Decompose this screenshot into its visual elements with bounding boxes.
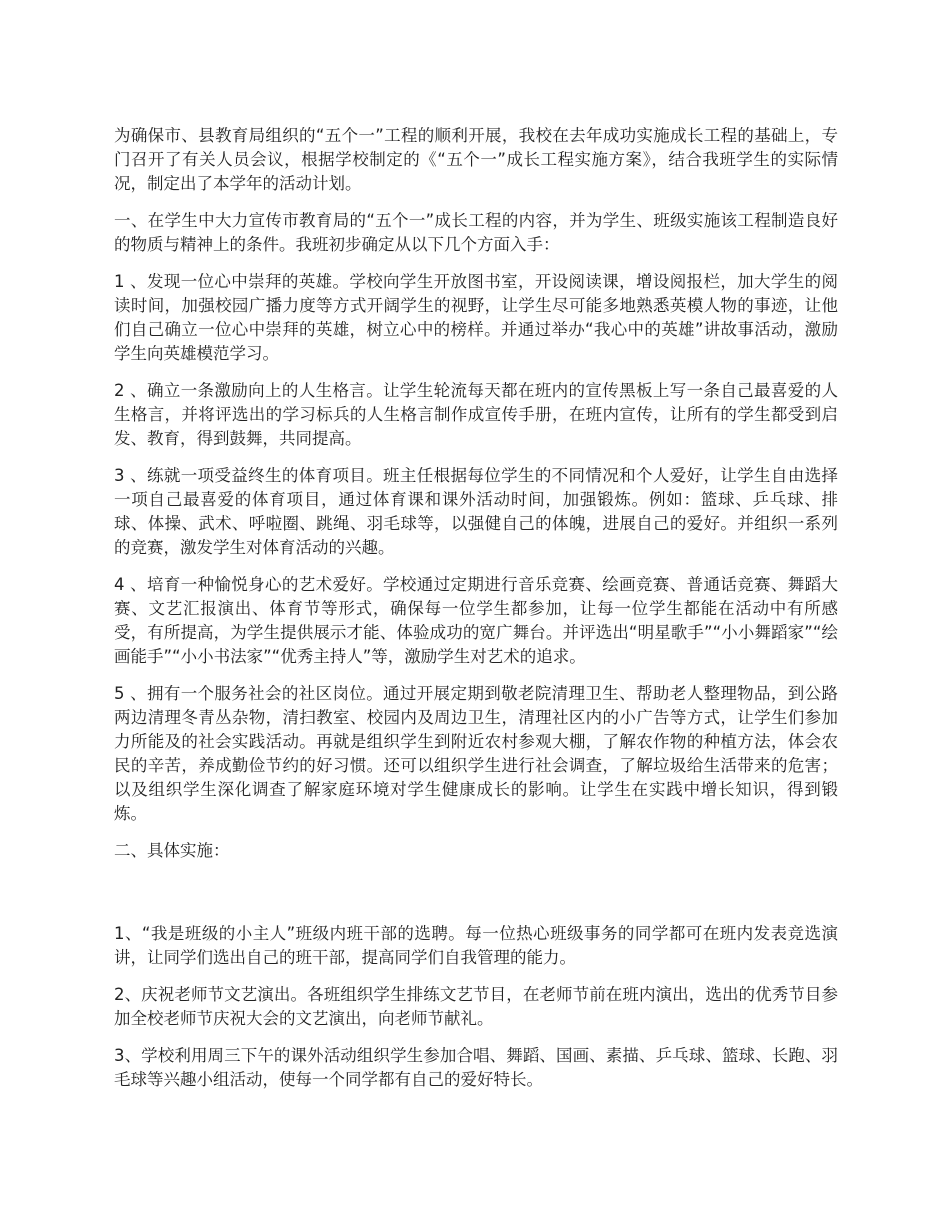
section-1-item: 3 、练就一项受益终生的体育项目。班主任根据每位学生的不同情况和个人爱好，让学生自由选择一项自己最喜爱的体育项目，通过体育课和课外活动时间，加强锻炼。例如：篮球、乒乓球、排球、体操、武术、呼啦圈、跳绳、羽毛球等，以强健自己的体魄，进展自己的爱好。并组织一系列的竞赛，激发学生对体育活动的兴趣。 <box>114 466 838 557</box>
blank-gap <box>114 876 838 922</box>
section-1-item: 5 、拥有一个服务社会的社区岗位。通过开展定期到敬老院清理卫生、帮助老人整理物品，到公路两边清理冬青丛杂物，清扫教室、校园内及周边卫生，清理社区内的小广告等方式，让学生们参加力所能及的社会实践活动。再就是组织学生到附近农村参观大棚，了解农作物的种植方法，体会农民的辛苦，养成勤俭节约的好习惯。还可以组织学生进行社会调查，了解垃圾给生活带来的危害；以及组织学生深化调查了解家庭环境对学生健康成长的影响。让学生在实践中增长知识，得到锻炼。 <box>114 684 838 823</box>
section-1-item: 1 、发现一位心中崇拜的英雄。学校向学生开放图书室，开设阅读课，增设阅报栏，加大学生的阅读时间，加强校园广播力度等方式开阔学生的视野，让学生尽可能多地熟悉英模人物的事迹，让他们自己确立一位心中崇拜的英雄，树立心中的榜样。并通过举办“我心中的英雄”讲故事活动，激励学生向英雄模范学习。 <box>114 272 838 363</box>
section-1-heading: 一、在学生中大力宣传市教育局的“五个一”成长工程的内容，并为学生、班级实施该工程制造良好的物质与精神上的条件。我班初步确定从以下几个方面入手： <box>114 211 838 254</box>
document-body <box>114 124 838 1105</box>
section-2-item: 2、庆祝老师节文艺演出。各班组织学生排练文艺节目，在老师节前在班内演出，选出的优秀节目参加全校老师节庆祝大会的文艺演出，向老师节献礼。 <box>114 985 838 1028</box>
section-1-item: 2 、确立一条激励向上的人生格言。让学生轮流每天都在班内的宣传黑板上写一条自己最喜爱的人生格言，并将评选出的学习标兵的人生格言制作成宣传手册，在班内宣传，让所有的学生都受到启发、教育，得到鼓舞，共同提高。 <box>114 381 838 448</box>
section-2-heading: 二、具体实施： <box>114 841 230 860</box>
intro-paragraph: 为确保市、县教育局组织的“五个一”工程的顺利开展，我校在去年成功实施成长工程的基础上，专门召开了有关人员会议，根据学校制定的《“五个一”成长工程实施方案》，结合我班学生的实际情况，制定出了本学年的活动计划。 <box>114 126 838 193</box>
section-2-item: 3、学校利用周三下午的课外活动组织学生参加合唱、舞蹈、国画、素描、乒乓球、篮球、长跑、羽毛球等兴趣小组活动，使每一个同学都有自己的爱好特长。 <box>114 1046 838 1089</box>
section-1-item: 4 、培育一种愉悦身心的艺术爱好。学校通过定期进行音乐竞赛、绘画竞赛、普通话竞赛、舞蹈大赛、文艺汇报演出、体育节等形式，确保每一位学生都参加，让每一位学生都能在活动中有所感受，有所提高，为学生提供展示才能、体验成功的宽广舞台。并评选出“明星歌手”“小小舞蹈家”“绘画能手”“小小书法家”“优秀主持人”等，激励学生对艺术的追求。 <box>114 575 838 666</box>
section-2-item: 1、“我是班级的小主人”班级内班干部的选聘。每一位热心班级事务的同学都可在班内发表竞选演讲，让同学们选出自己的班干部，提高同学们自我管理的能力。 <box>114 924 838 967</box>
